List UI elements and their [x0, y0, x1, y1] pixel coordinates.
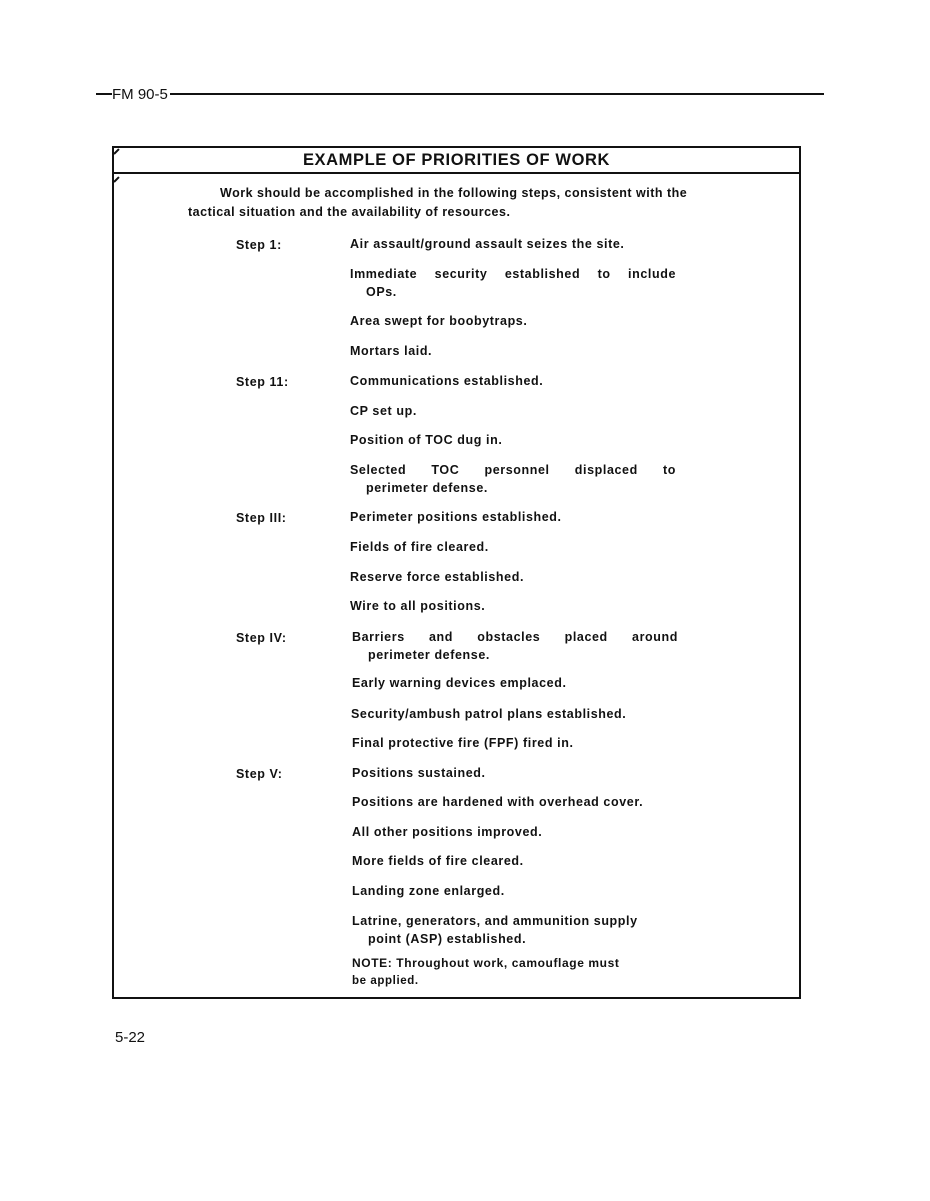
- step-item: Communications established.: [350, 374, 544, 388]
- priorities-of-work-box: [112, 146, 801, 999]
- step-item: Selected TOC personnel displaced to perimeter defense.: [350, 463, 676, 495]
- step-item: Perimeter positions established.: [350, 510, 562, 524]
- step-item: Mortars laid.: [350, 344, 433, 358]
- step-item: CP set up.: [350, 404, 417, 418]
- note-line: NOTE: Throughout work, camouflage must: [352, 956, 620, 970]
- step-item: Positions are hardened with overhead cover.: [352, 795, 644, 809]
- page-number: 5-22: [115, 1029, 146, 1046]
- intro-paragraph: [188, 184, 748, 222]
- page-header: [96, 84, 824, 104]
- step-item: More fields of fire cleared.: [352, 854, 524, 868]
- step-item: Position of TOC dug in.: [350, 433, 503, 447]
- step-item: Wire to all positions.: [350, 599, 486, 613]
- document-id: FM 90-5: [112, 85, 168, 103]
- note: [352, 954, 672, 990]
- step-label: Step 11:: [236, 375, 289, 389]
- header-dash: [96, 93, 112, 95]
- step-item: Fields of fire cleared.: [350, 540, 489, 554]
- header-rule: [170, 93, 824, 95]
- box-title: EXAMPLE OF PRIORITIES OF WORK: [114, 148, 799, 174]
- step-item: Security/ambush patrol plans established.: [351, 707, 627, 721]
- step-item: Final protective fire (FPF) fired in.: [352, 736, 574, 750]
- step-item: Reserve force established.: [350, 570, 525, 584]
- step-item: Early warning devices emplaced.: [352, 676, 567, 690]
- intro-line: Work should be accomplished in the following steps, consistent with the: [220, 186, 688, 200]
- note-line: be applied.: [352, 975, 419, 987]
- step-item: Immediate security established to include OPs.: [350, 267, 676, 299]
- step-label: Step 1:: [236, 238, 282, 252]
- step-item: Area swept for boobytraps.: [350, 314, 528, 328]
- step-item: All other positions improved.: [352, 825, 543, 839]
- step-label: Step V:: [236, 767, 283, 781]
- step-label: Step III:: [236, 511, 287, 525]
- intro-line: tactical situation and the availability of resources.: [188, 205, 511, 219]
- corner-tick: [113, 176, 119, 182]
- step-item: Landing zone enlarged.: [352, 884, 505, 898]
- step-item: Air assault/ground assault seizes the site.: [350, 237, 625, 251]
- step-item: Latrine, generators, and ammunition supply point (ASP) established.: [352, 914, 638, 946]
- step-label: Step IV:: [236, 631, 287, 645]
- step-item: Barriers and obstacles placed around perimeter defense.: [352, 630, 678, 662]
- step-item: Positions sustained.: [352, 766, 486, 780]
